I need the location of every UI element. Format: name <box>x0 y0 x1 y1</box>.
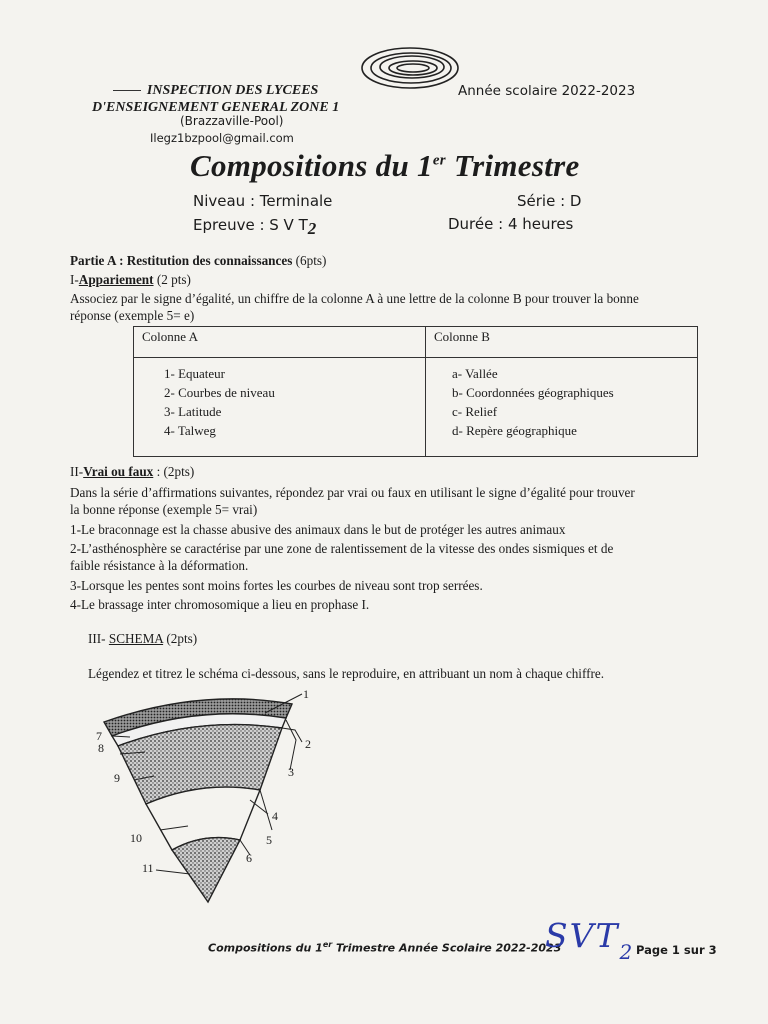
diagram-label: 11 <box>142 861 154 875</box>
partA-heading: Partie A : Restitution des connaissances (6pts) <box>70 253 327 268</box>
serie: Série : D <box>517 192 582 210</box>
section3-heading: III- SCHEMA (2pts) <box>88 631 198 646</box>
diagram-label: 2 <box>305 737 311 751</box>
diagram-label: 3 <box>288 765 294 779</box>
colB-item: c- Relief <box>452 404 498 419</box>
section2-instruction-2: la bonne réponse (exemple 5= vrai) <box>70 502 258 517</box>
layer-core <box>172 838 240 902</box>
colA-item: 2- Courbes de niveau <box>164 385 275 400</box>
earth-structure-diagram <box>90 680 330 920</box>
diagram-label: 4 <box>272 809 278 823</box>
colA-item: 4- Talweg <box>164 423 216 438</box>
school-year: Année scolaire 2022-2023 <box>458 83 636 99</box>
colA-item: 1- Equateur <box>164 366 226 381</box>
colB-item: a- Vallée <box>452 366 498 381</box>
epreuve: Epreuve : S V T2 <box>193 216 317 238</box>
matching-table <box>133 326 698 457</box>
section2-instruction-1: Dans la série d’affirmations suivantes, répondez par vrai ou faux en utilisant le signe d’égalité pour trouver <box>70 485 635 500</box>
diagram-label: 7 <box>96 729 102 743</box>
diagram-label: 6 <box>246 851 252 865</box>
colA-header: Colonne A <box>134 327 426 358</box>
colB-item: b- Coordonnées géographiques <box>452 385 614 400</box>
niveau: Niveau : Terminale <box>193 192 333 210</box>
section1-heading: I-Appariement (2 pts) <box>70 272 191 287</box>
section1-instruction-2: réponse (exemple 5= e) <box>70 308 195 323</box>
location: (Brazzaville-Pool) <box>180 114 284 128</box>
diagram-label: 9 <box>114 771 120 785</box>
section3-instruction: Légendez et titrez le schéma ci-dessous, sans le reproduire, en attribuant un nom à chaque chiffre. <box>88 666 605 681</box>
inspection-line1: INSPECTION DES LYCEES <box>146 83 319 98</box>
page-title: Compositions du 1er Trimestre <box>190 148 580 183</box>
colB-item: d- Repère géographique <box>452 423 577 438</box>
statement: 3-Lorsque les pentes sont moins fortes les courbes de niveau sont trop serrées. <box>70 578 483 593</box>
epreuve-handwritten-mark: 2 <box>307 219 317 238</box>
diagram-label: 5 <box>266 833 272 847</box>
inspection-header <box>92 82 339 116</box>
stamp-scribble <box>355 38 465 98</box>
colB-header: Colonne B <box>426 327 698 358</box>
section1-instruction-1: Associez par le signe d’égalité, un chiffre de la colonne A à une lettre de la colonne B pour trouver la bonne <box>70 291 639 306</box>
handwritten-svt: $SVT_2$ <box>545 916 635 964</box>
statement: faible résistance à la déformation. <box>70 558 249 573</box>
page-number: Page 1 sur 3 <box>636 943 717 957</box>
section2-heading: II-Vrai ou faux : (2pts) <box>70 464 195 479</box>
inspection-line2: D'ENSEIGNEMENT GENERAL ZONE 1 <box>92 100 340 115</box>
statement: 2-L’asthénosphère se caractérise par une zone de ralentissement de la vitesse des ondes sismiques et de <box>70 541 614 556</box>
email: Ilegz1bzpool@gmail.com <box>150 131 294 145</box>
diagram-label: 8 <box>98 741 104 755</box>
diagram-label: 10 <box>130 831 142 845</box>
statement: 4-Le brassage inter chromosomique a lieu en prophase I. <box>70 597 370 612</box>
footer-text: Compositions du 1er Trimestre Année Scolaire 2022-2023 <box>208 940 562 955</box>
colA-item: 3- Latitude <box>164 404 222 419</box>
duree: Durée : 4 heures <box>448 215 574 233</box>
diagram-label: 1 <box>303 687 309 701</box>
statement: 1-Le braconnage est la chasse abusive des animaux dans le but de protéger les autres animaux <box>70 522 566 537</box>
